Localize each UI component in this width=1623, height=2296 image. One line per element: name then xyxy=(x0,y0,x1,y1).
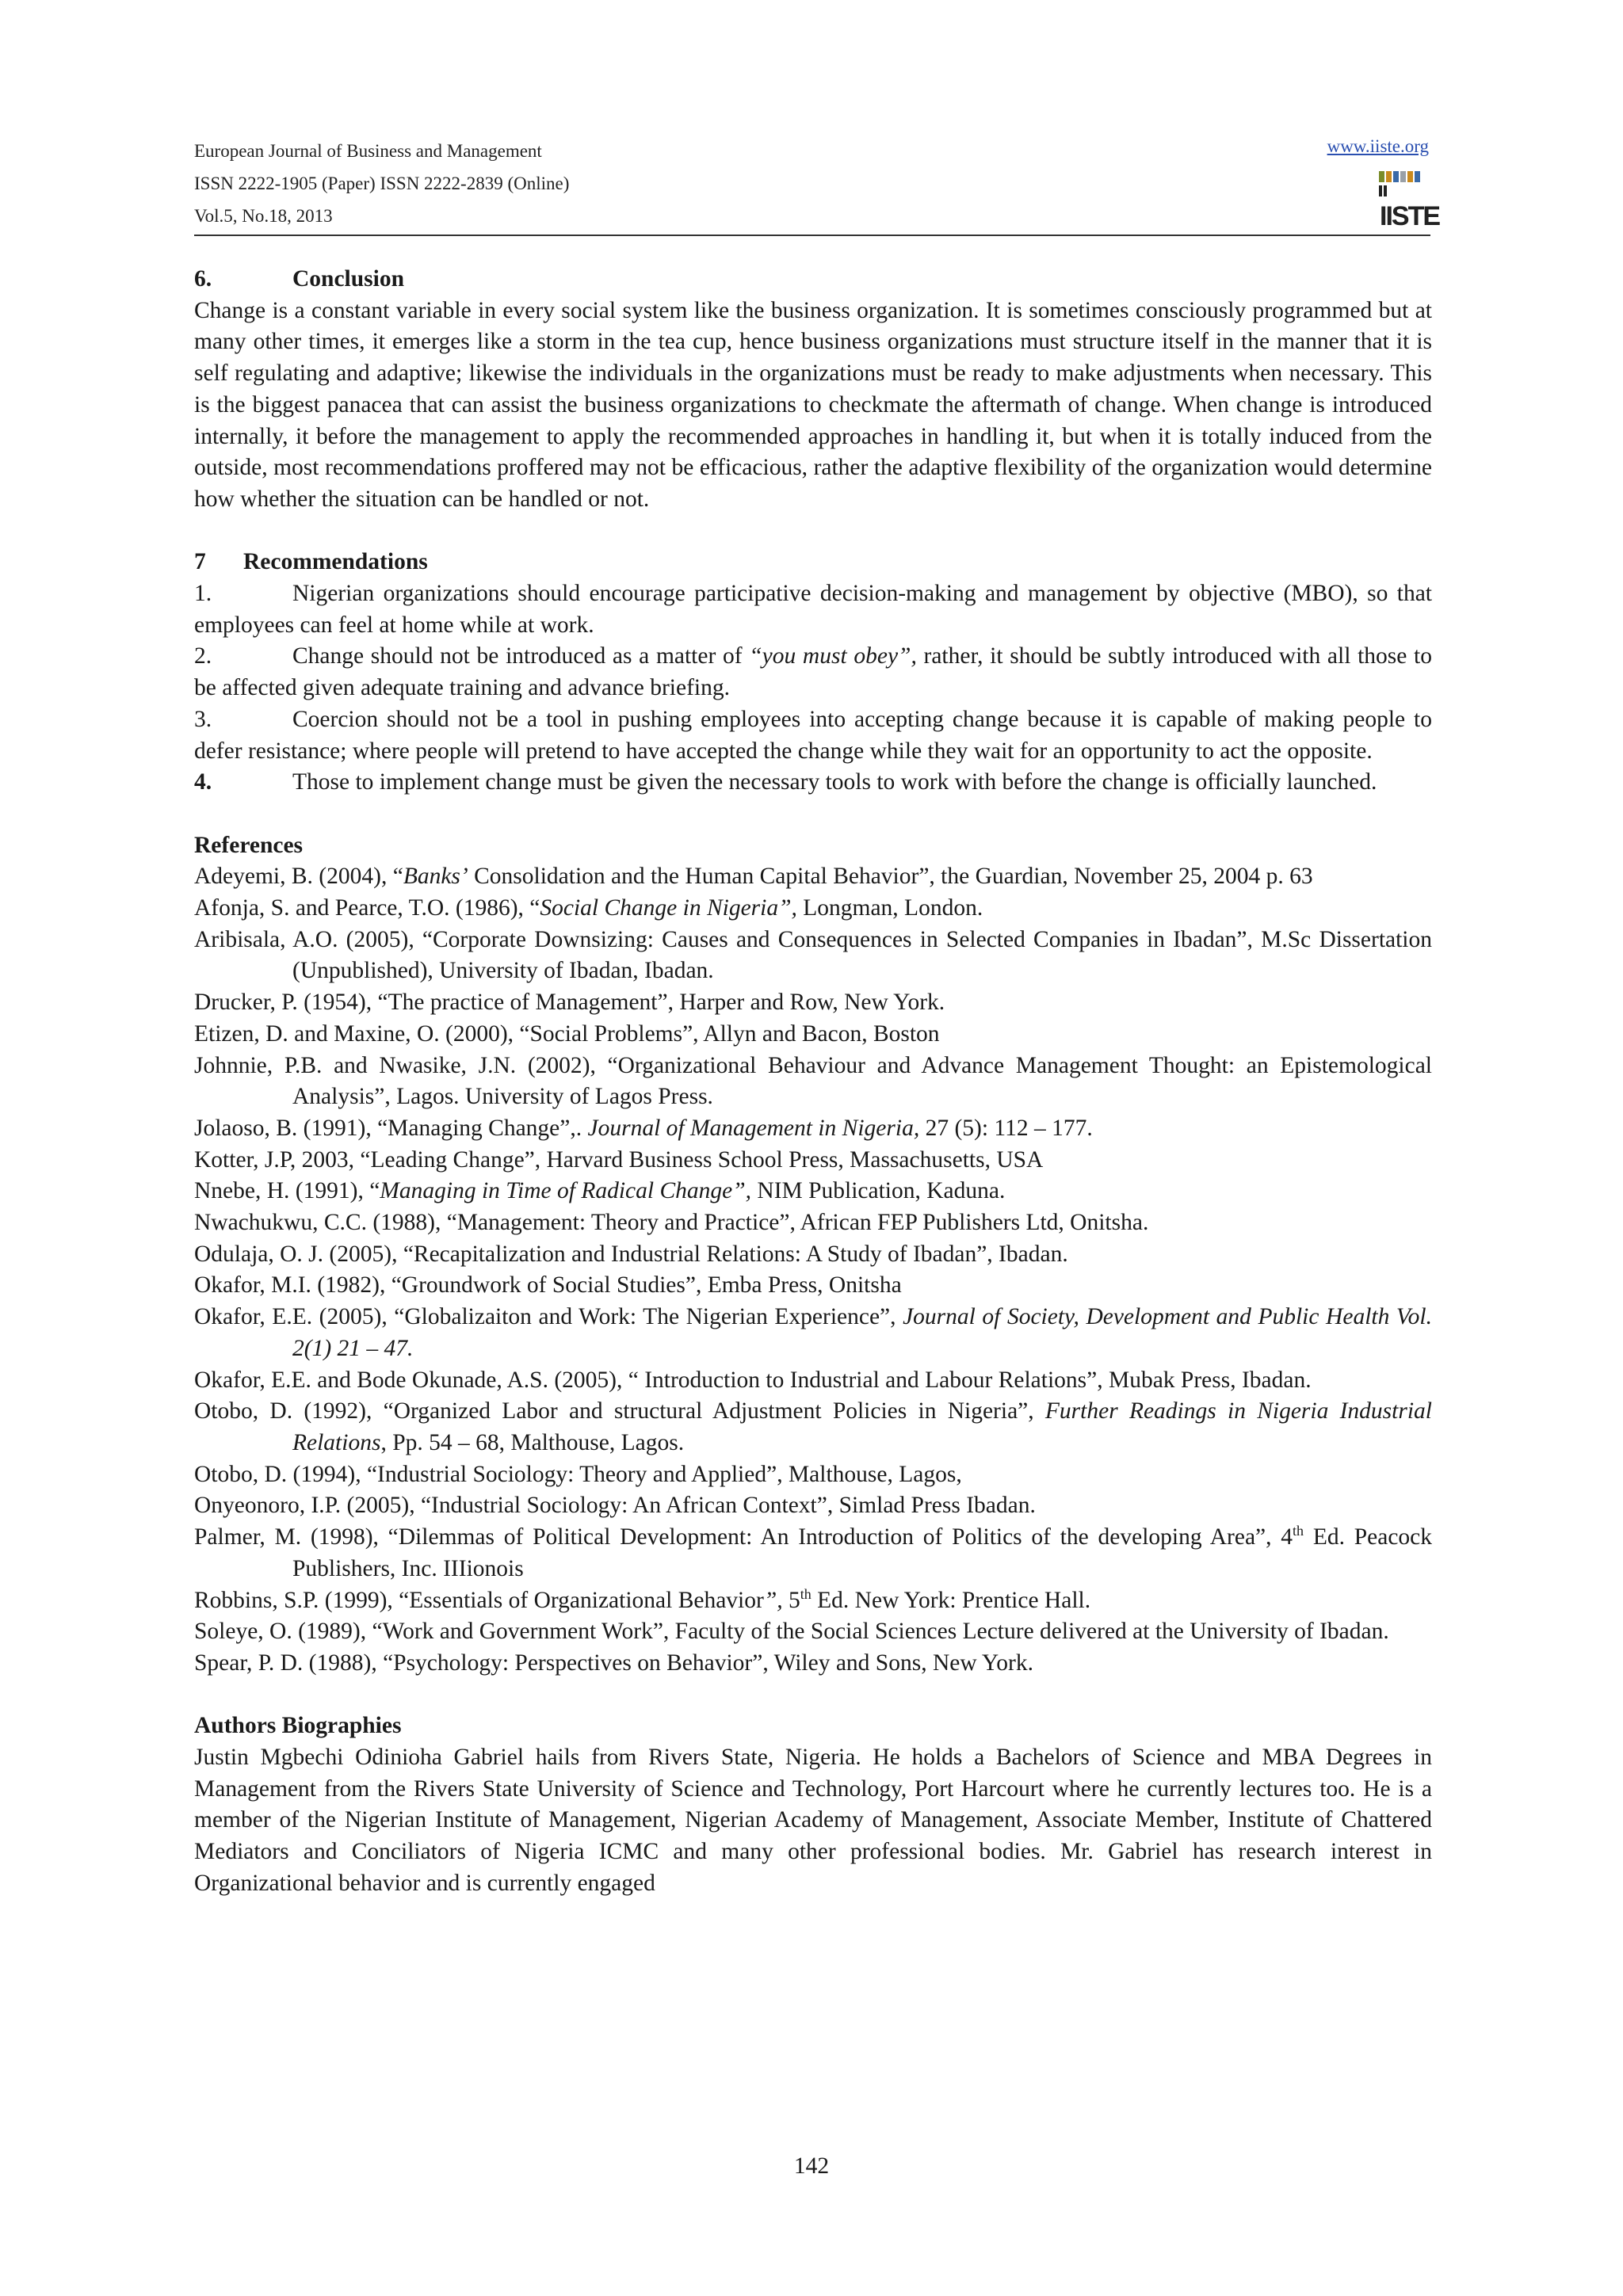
recommendations-heading: 7 Recommendations xyxy=(194,549,428,575)
reference-entry: Odulaja, O. J. (2005), “Recapitalization and Industrial Relations: A Study of Ibadan”, Ibadan. xyxy=(194,1241,1068,1267)
references-heading: References xyxy=(194,832,304,858)
reference-list xyxy=(194,861,1432,1679)
conclusion-heading: 6. Conclusion xyxy=(194,266,404,292)
journal-url-link[interactable]: www.iiste.org xyxy=(1327,136,1429,156)
reference-entry: Etizen, D. and Maxine, O. (2000), “Social Problems”, Allyn and Bacon, Boston xyxy=(194,1020,940,1047)
iiste-logo xyxy=(1377,168,1440,231)
reference-entry: Otobo, D. (1992), “Organized Labor and structural Adjustment Policies in Nigeria”, Further Readings in Nigeria Industrial Relations, Pp. 54 – 68, Malthouse, Lagos. xyxy=(194,1398,1432,1455)
page-body xyxy=(194,264,1432,1900)
reference-entry: Palmer, M. (1998), “Dilemmas of Political Development: An Introduction of Politics of the developing Area”, 4th Ed. Peacock Publishers, Inc. IIIionois xyxy=(194,1523,1433,1581)
reference-entry: Okafor, E.E. (2005), “Globalizaiton and Work: The Nigerian Experience”, Journal of Society, Development and Public Health Vol. 2(1) 21 – 47. xyxy=(194,1304,1432,1361)
reference-entry: Adeyemi, B. (2004), “Banks’ Consolidation and the Human Capital Behavior”, the Guardian, November 25, 2004 p. 63 xyxy=(194,864,1313,890)
recommendation-item: 4. Those to implement change must be given the necessary tools to work with before the change is officially launched. xyxy=(194,769,1377,795)
reference-entry: Robbins, S.P. (1999), “Essentials of Organizational Behavior”, 5th Ed. New York: Prentice Hall. xyxy=(194,1585,1091,1613)
conclusion-paragraph: Change is a constant variable in every social system like the business organization. It is sometimes consciously programmed but at many other times, it emerges like a storm in the tea cup, hence business organizations must structure itself in the manner that it is self regulating and adaptive; likewise the individuals in the organizations must be ready to make adjustments when necessary. This is the biggest panacea that can assist the business organizations to checkmate the aftermath of change. When change is introduced internally, it before the management to apply the recommended approaches in handling it, but when it is totally induced from the outside, most recommendations proffered may not be efficacious, rather the adaptive flexibility of the organization would determine how whether the situation can be handled or not. xyxy=(194,297,1432,512)
reference-entry: Okafor, M.I. (1982), “Groundwork of Social Studies”, Emba Press, Onitsha xyxy=(194,1272,902,1299)
reference-entry: Spear, P. D. (1988), “Psychology: Perspectives on Behavior”, Wiley and Sons, New York. xyxy=(194,1650,1033,1676)
journal-name: European Journal of Business and Management xyxy=(194,141,542,161)
reference-entry: Johnnie, P.B. and Nwasike, J.N. (2002), “Organizational Behaviour and Advance Management Thought: an Epistemological Analysis”, Lagos. University of Lagos Press. xyxy=(194,1052,1432,1110)
reference-entry: Okafor, E.E. and Bode Okunade, A.S. (2005), “ Introduction to Industrial and Labour Relations”, Mubak Press, Ibadan. xyxy=(194,1367,1312,1393)
recommendation-item: 2. Change should not be introduced as a matter of “you must obey”, rather, it should be subtly introduced with all those to be affected given adequate training and advance briefing. xyxy=(194,643,1432,701)
recommendation-item: 1. Nigerian organizations should encourage participative decision-making and management by objective (MBO), so that employees can feel at home while at work. xyxy=(194,581,1432,638)
header-rule xyxy=(194,235,1430,236)
reference-entry: Otobo, D. (1994), “Industrial Sociology: Theory and Applied”, Malthouse, Lagos, xyxy=(194,1461,962,1487)
page-number: 142 xyxy=(793,2153,830,2179)
biography-heading: Authors Biographies xyxy=(194,1713,402,1739)
reference-entry: Kotter, J.P, 2003, “Leading Change”, Harvard Business School Press, Massachusetts, USA xyxy=(194,1146,1044,1173)
reference-entry: Nnebe, H. (1991), “Managing in Time of Radical Change”, NIM Publication, Kaduna. xyxy=(194,1178,1006,1204)
reference-entry: Aribisala, A.O. (2005), “Corporate Downsizing: Causes and Consequences in Selected Companies in Ibadan”, M.Sc Dissertation (Unpublished), University of Ibadan, Ibadan. xyxy=(194,926,1432,984)
biography-paragraph: Justin Mgbechi Odinioha Gabriel hails from Rivers State, Nigeria. He holds a Bachelors of Science and MBA Degrees in Management from the Rivers State University of Science and Technology, Port Harcourt where he currently lectures too. He is a member of the Nigerian Institute of Management, Nigerian Academy of Management, Associate Member, Institute of Chattered Mediators and Conciliators of Nigeria ICMC and many other professional bodies. Mr. Gabriel has research interest in Organizational behavior and is currently engaged xyxy=(194,1745,1432,1896)
issn-line: ISSN 2222-1905 (Paper) ISSN 2222-2839 (Online) xyxy=(194,174,570,193)
reference-entry: Soleye, O. (1989), “Work and Government Work”, Faculty of the Social Sciences Lecture delivered at the University of Ibadan. xyxy=(194,1619,1389,1645)
reference-entry: Afonja, S. and Pearce, T.O. (1986), “Social Change in Nigeria”, Longman, London. xyxy=(194,895,983,921)
reference-entry: Onyeonoro, I.P. (2005), “Industrial Sociology: An African Context”, Simlad Press Ibadan. xyxy=(194,1493,1036,1519)
svg-text:IISTE: IISTE xyxy=(1380,201,1440,231)
reference-entry: Nwachukwu, C.C. (1988), “Management: Theory and Practice”, African FEP Publishers Ltd, Onitsha. xyxy=(194,1210,1149,1236)
reference-entry: Drucker, P. (1954), “The practice of Management”, Harper and Row, New York. xyxy=(194,990,945,1016)
reference-entry: Jolaoso, B. (1991), “Managing Change”,. Journal of Management in Nigeria, 27 (5): 112 – 177. xyxy=(194,1115,1093,1141)
volume-line: Vol.5, No.18, 2013 xyxy=(194,206,333,226)
recommendation-item: 3. Coercion should not be a tool in pushing employees into accepting change because it is capable of making people to defer resistance; where people will pretend to have accepted the change while they wait for an opportunity to act the opposite. xyxy=(194,706,1432,764)
